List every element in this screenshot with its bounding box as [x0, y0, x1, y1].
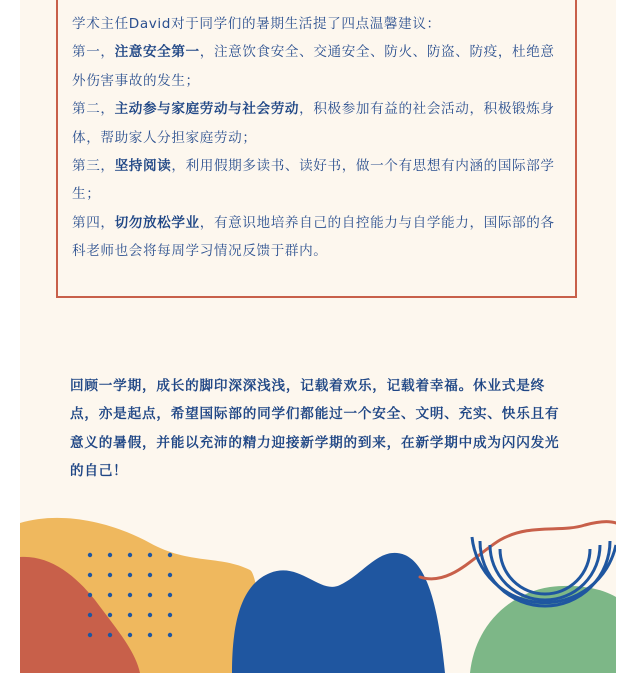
article-page	[20, 0, 616, 673]
suggestion-text: ，积极参加有益的社会活动，积极锻炼身体，帮助家人分担家庭劳动；	[72, 101, 555, 146]
decorative-shapes-illustration	[20, 515, 616, 673]
suggestion-item-1	[72, 38, 566, 95]
suggestion-item-4	[72, 209, 566, 266]
suggestion-highlight: 注意安全第一	[114, 44, 200, 61]
suggestions-text	[72, 10, 566, 266]
suggestion-text: ，有意识地培养自己的自控能力与自学能力，国际部的各科老师也会将每周学习情况反馈于群内。	[72, 214, 555, 260]
suggestion-highlight: 切勿放松学业	[114, 214, 200, 231]
suggestion-text: ，利用假期多读书、读好书，做一个有思想有内涵的国际部学生；	[72, 158, 555, 203]
suggestion-prefix: 第一，	[72, 44, 115, 61]
suggestion-prefix: 第四，	[72, 214, 115, 231]
blue-mountain-shape	[232, 553, 445, 673]
summary-paragraph: 回顾一学期，成长的脚印深深浅浅，记载着欢乐，记载着幸福。休业式是终点，亦是起点，希望国际部的同学们都能过一个安全、文明、充实、快乐且有意义的暑假，并能以充沛的精力迎接新学期的到来，在新学期中成为闪闪发光的自己！	[70, 378, 560, 480]
suggestion-highlight: 坚持阅读	[114, 158, 172, 175]
suggestion-item-3	[72, 152, 566, 209]
suggestion-item-2	[72, 95, 566, 152]
intro-line: 学术主任David对于同学们的暑期生活提了四点温馨建议：	[72, 16, 441, 32]
red-wave-line	[420, 522, 616, 579]
suggestion-prefix: 第三，	[72, 158, 115, 175]
suggestion-prefix: 第二，	[72, 101, 115, 118]
suggestion-text: ，注意饮食安全、交通安全、防火、防盗、防疫，杜绝意外伤害事故的发生；	[72, 44, 555, 89]
suggestion-highlight: 主动参与家庭劳动与社会劳动	[114, 101, 300, 118]
